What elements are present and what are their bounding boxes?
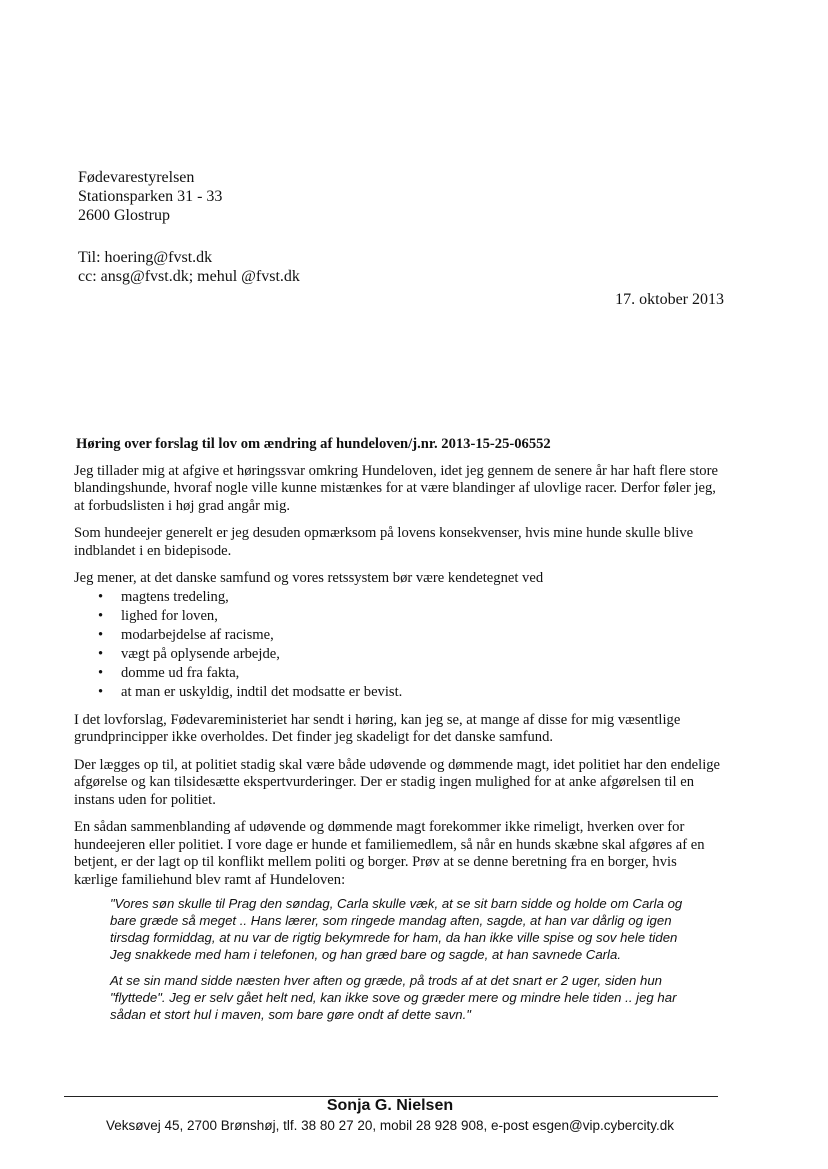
to-line: Til: hoering@fvst.dk [78, 249, 213, 266]
email-recipients [78, 248, 300, 286]
recipient-street: Stationsparken 31 - 33 [78, 188, 223, 205]
paragraph: Jeg mener, at det danske samfund og vores retssystem bør være kendetegnet ved [74, 570, 544, 586]
letter-date: 17. oktober 2013 [615, 291, 724, 308]
cc-line: cc: ansg@fvst.dk; mehul @fvst.dk [78, 268, 300, 285]
list-item [74, 607, 724, 626]
bullet-icon: • [98, 626, 104, 643]
sender-name: Sonja G. Nielsen [326, 1097, 454, 1114]
list-item-text: domme ud fra fakta, [121, 664, 240, 681]
list-item-text: magtens tredeling, [121, 588, 229, 605]
quote-block: At se sin mand sidde næsten hver aften og græde, på trods af at det snart er 2 uger, siden hun "flyttede". Jeg er selv gået helt ned, kan ikke sove og græder mere og mindre hele tiden .. jeg har sådan et stort hul i maven, som bare gøre ondt af dette savn." [110, 973, 677, 1022]
list-item-text: lighed for loven, [121, 607, 218, 624]
bullet-icon: • [98, 645, 104, 662]
list-item-text: vægt på oplysende arbejde, [121, 645, 280, 662]
letter-body [74, 436, 724, 1032]
principles-list [74, 588, 724, 702]
list-item-text: modarbejdelse af racisme, [121, 626, 274, 643]
list-item [74, 683, 724, 702]
list-item-text: at man er uskyldig, indtil det modsatte er bevist. [121, 683, 403, 700]
paragraph: Som hundeejer generelt er jeg desuden opmærksom på lovens konsekvenser, hvis mine hunde skulle blive indblandet i en bidepisode. [74, 525, 694, 559]
sender-contact: Veksøvej 45, 2700 Brønshøj, tlf. 38 80 27 20, mobil 28 928 908, e-post esgen@vip.cybercity.dk [105, 1118, 674, 1133]
quote-block: "Vores søn skulle til Prag den søndag, Carla skulle væk, at se sit barn sidde og holde om Carla og bare græde så meget .. Hans lærer, som ringede mandag aften, sagde, at han var dårlig og igen tirsdag formiddag, at nu var de rigtig bekymrede for ham, da han ikke ville spise og sov hele tiden Jeg snakkede med ham i telefonen, og han græd bare og sagde, at han savnede Carla. [110, 896, 683, 962]
recipient-city: 2600 Glostrup [78, 207, 170, 224]
recipient-address [78, 168, 222, 225]
paragraph: En sådan sammenblanding af udøvende og dømmende magt forekommer ikke rimeligt, hverken over for hundeejeren eller politiet. I vore dage er hunde et familiemedlem, så når en hunds skæbne skal afgøres af en betjent, er der lagt op til konflikt mellem politi og borger. Prøv at se denne beretning fra en borger, hvis kærlige familiehund blev ramt af Hundeloven: [74, 819, 705, 888]
bullet-icon: • [98, 664, 104, 681]
recipient-name: Fødevarestyrelsen [78, 169, 195, 186]
bullet-icon: • [98, 683, 104, 700]
bullet-icon: • [98, 607, 104, 624]
list-item [74, 626, 724, 645]
paragraph: Jeg tillader mig at afgive et høringssvar omkring Hundeloven, idet jeg gennem de senere år har haft flere store blandingshunde, hvoraf nogle ville kunne mistænkes for at være blandinger af ulovlige racer. Derfor føler jeg, at forbudslisten i høj grad angår mig. [74, 462, 718, 514]
paragraph: I det lovforslag, Fødevareministeriet har sendt i høring, kan jeg se, at mange af disse for mig væsentlige grundprincipper ikke overholdes. Det finder jeg skadeligt for det danske samfund. [74, 711, 681, 745]
list-item [74, 588, 724, 607]
subject-line: Høring over forslag til lov om ændring af hundeloven/j.nr. 2013-15-25-06552 [76, 436, 551, 452]
paragraph: Der lægges op til, at politiet stadig skal være både udøvende og dømmende magt, idet politiet har den endelige afgørelse og kan tilsidesætte ekspertvurderinger. Der er stadig ingen mulighed for at anke afgørelsen til en instans uden for politiet. [74, 756, 721, 808]
list-item [74, 645, 724, 664]
list-item [74, 664, 724, 683]
bullet-icon: • [98, 588, 104, 605]
